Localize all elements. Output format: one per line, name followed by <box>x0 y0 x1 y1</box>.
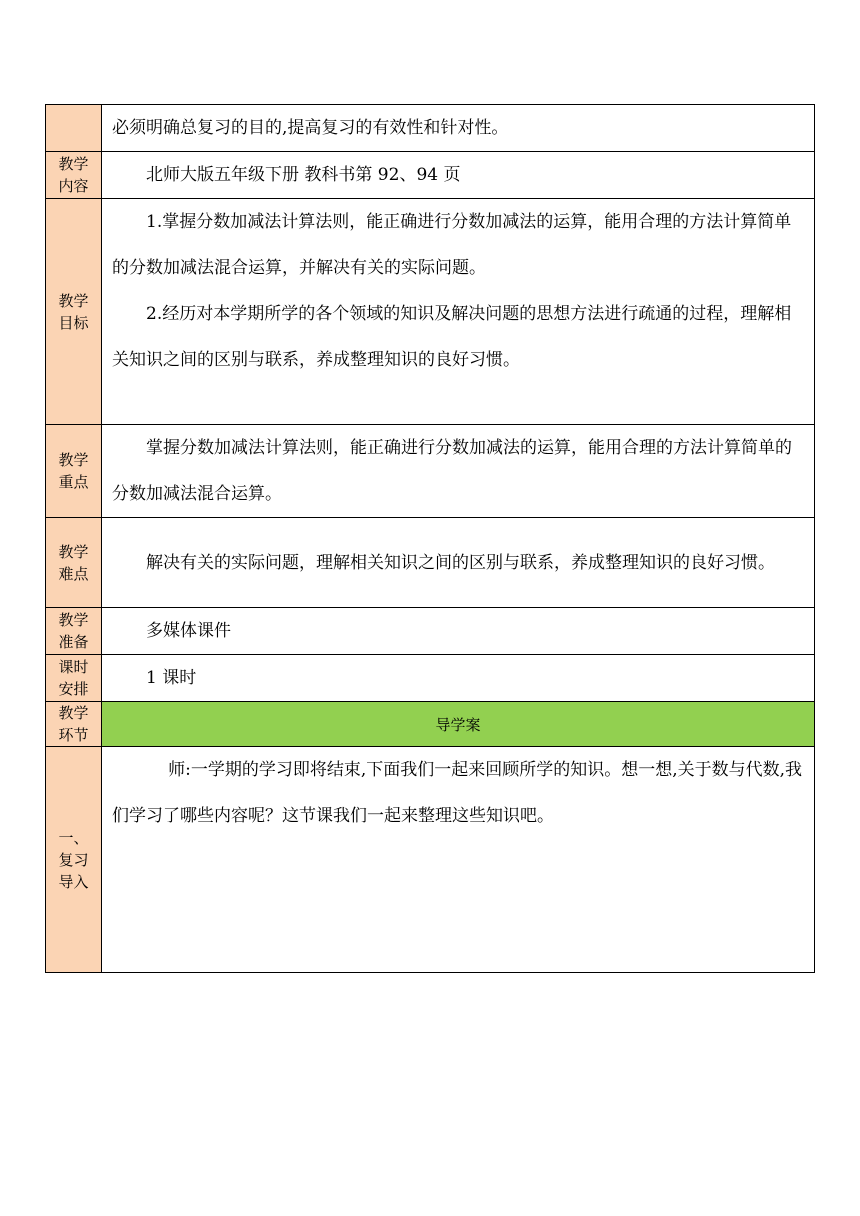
label-line: 教学 <box>58 542 89 561</box>
key-points-cell <box>102 425 815 518</box>
label-line: 一、 <box>58 828 89 847</box>
objective-paragraph-2: 2.经历对本学期所学的各个领域的知识及解决问题的思想方法进行疏通的过程，理解相关知识之间的区别与联系，养成整理知识的良好习惯。 <box>112 304 792 370</box>
continued-text: 必须明确总复习的目的,提高复习的有效性和针对性。 <box>112 118 509 138</box>
difficulties-cell <box>102 518 815 608</box>
schedule-cell <box>102 655 815 702</box>
row-difficulties <box>46 518 815 608</box>
label-line: 环节 <box>58 726 89 744</box>
label-schedule <box>46 655 102 702</box>
label-line: 准备 <box>58 633 89 651</box>
row-key-points <box>46 425 815 518</box>
guided-study-heading: 导学案 <box>102 702 815 747</box>
label-line: 教学 <box>58 611 89 629</box>
label-line: 目标 <box>58 313 89 332</box>
preparation-cell <box>102 608 815 655</box>
label-line: 重点 <box>58 473 89 491</box>
label-line: 课时 <box>58 658 89 676</box>
label-line: 教学 <box>58 291 89 310</box>
label-teaching-content <box>46 152 102 199</box>
row-schedule <box>46 655 815 702</box>
schedule-text: 1 课时 <box>146 668 197 688</box>
label-key-points <box>46 425 102 518</box>
label-line: 难点 <box>58 564 89 583</box>
row-continued <box>46 105 815 152</box>
review-intro-cell <box>102 747 815 973</box>
label-cell-empty <box>46 105 102 152</box>
review-intro-text: 师:一学期的学习即将结束,下面我们一起来回顾所学的知识。想一想,关于数与代数,我们学习了哪些内容呢？这节课我们一起来整理这些知识吧。 <box>112 760 803 826</box>
label-preparation <box>46 608 102 655</box>
label-line: 教学 <box>58 704 89 722</box>
row-teaching-objectives <box>46 199 815 425</box>
row-preparation <box>46 608 815 655</box>
label-review-intro <box>46 747 102 973</box>
label-line: 教学 <box>58 451 89 469</box>
preparation-text: 多媒体课件 <box>146 621 231 641</box>
label-difficulties <box>46 518 102 608</box>
continued-text-cell <box>102 105 815 152</box>
label-line: 内容 <box>58 177 89 195</box>
label-line: 安排 <box>58 680 89 698</box>
teaching-objectives-cell <box>102 199 815 425</box>
objective-paragraph-1: 1.掌握分数加减法计算法则，能正确进行分数加减法的运算，能用合理的方法计算简单的分数加减法混合运算，并解决有关的实际问题。 <box>112 212 792 278</box>
difficulties-text: 解决有关的实际问题，理解相关知识之间的区别与联系，养成整理知识的良好习惯。 <box>146 552 775 573</box>
lesson-plan-table <box>45 104 815 973</box>
teaching-content-text: 北师大版五年级下册 教科书第 92、94 页 <box>146 165 461 185</box>
row-teaching-stages <box>46 702 815 747</box>
label-teaching-objectives <box>46 199 102 425</box>
teaching-content-cell <box>102 152 815 199</box>
row-review-intro <box>46 747 815 973</box>
row-teaching-content <box>46 152 815 199</box>
label-line: 复习 <box>58 850 89 869</box>
key-points-text: 掌握分数加减法计算法则，能正确进行分数加减法的运算，能用合理的方法计算简单的分数加减法混合运算。 <box>112 438 792 504</box>
label-line: 导入 <box>58 872 89 891</box>
label-line: 教学 <box>58 155 89 173</box>
label-teaching-stages <box>46 702 102 747</box>
